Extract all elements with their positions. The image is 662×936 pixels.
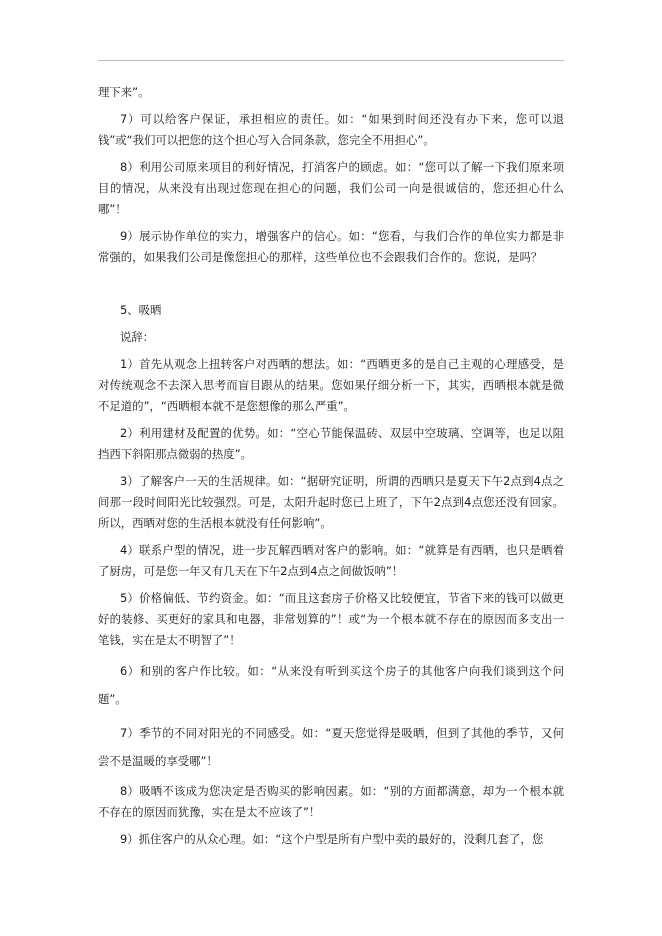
document-body xyxy=(98,82,564,856)
section-heading: 5、吸晒 xyxy=(120,303,162,317)
section-item-4: 4）联系户型的情况，进一步瓦解西晒对客户的影响。如：“就算是有西晒，也只是晒着了厨房，可是您一年又有几天在下午2点到4点之间做饭呐”！ xyxy=(98,543,564,578)
section-item-8: 8）吸晒不该成为您决定是否购买的影响因素。如：“别的方面都满意，却为一个根本就不存在的原因而犹豫，实在是太不应该了”！ xyxy=(98,784,564,819)
header-rule xyxy=(98,60,564,61)
paragraph-item-8: 8）利用公司原来项目的利好情况，打消客户的顾虑。如：“您可以了解一下我们原来项目的情况，从来没有出现过您现在担心的问题，我们公司一向是很诚信的，您还担心什么哪”！ xyxy=(98,160,564,216)
paragraph-item-9: 9）展示协作单位的实力，增强客户的信心。如：“您看，与我们合作的单位实力都是非常强的，如果我们公司是像您担心的那样，这些单位也不会跟我们合作的。您说，是吗？ xyxy=(98,229,564,264)
section-gap xyxy=(98,274,564,300)
section-item-9: 9）抓住客户的从众心理。如：“这个户型是所有户型中卖的最好的，没剩几套了，您 xyxy=(120,832,544,846)
section-item-6: 6）和别的客户作比较。如：“从来没有听到买这个房子的其他客户向我们谈到这个问题”。 xyxy=(98,664,564,706)
section-item-3: 3）了解客户一天的生活规律。如：“据研究证明，所谓的西晒只是夏天下午2点到4点之间那一段时间阳光比较强烈。可是，太阳升起时您已上班了，下午2点到4点您还没有回家。所以，西晒对您的生活根本就没有任何影响”。 xyxy=(98,474,564,530)
paragraph-item-7: 7）可以给客户保证，承担相应的责任。如：“如果到时间还没有办下来，您可以退钱”或“我们可以把您的这个担心写入合同条款，您完全不用担心”。 xyxy=(98,112,564,147)
section-item-7: 7）季节的不同对阳光的不同感受。如：“夏天您觉得是吸晒，但到了其他的季节，又何尝不是温暖的享受哪”！ xyxy=(98,726,564,768)
section-item-5: 5）价格偏低、节约资金。如：“而且这套房子价格又比较便宜，节省下来的钱可以做更好的装修、买更好的家具和电器，非常划算的”！或“为一个根本就不存在的原因而多支出一笔钱，实在是太不明智了”！ xyxy=(98,591,564,647)
section-item-2: 2）利用建材及配置的优势。如：“空心节能保温砖、双层中空玻璃、空调等，也足以阻挡西下斜阳那点微弱的热度”。 xyxy=(98,426,564,461)
section-subheading: 说辞： xyxy=(120,330,155,344)
section-item-1: 1）首先从观念上扭转客户对西晒的想法。如：“西晒更多的是自己主观的心理感受，是对传统观念不去深入思考而盲目跟从的结果。您如果仔细分析一下，其实，西晒根本就是微不足道的”，“西晒根本就不是您想像的那么严重”。 xyxy=(98,357,564,413)
paragraph-continuation: 理下来”。 xyxy=(98,85,150,99)
